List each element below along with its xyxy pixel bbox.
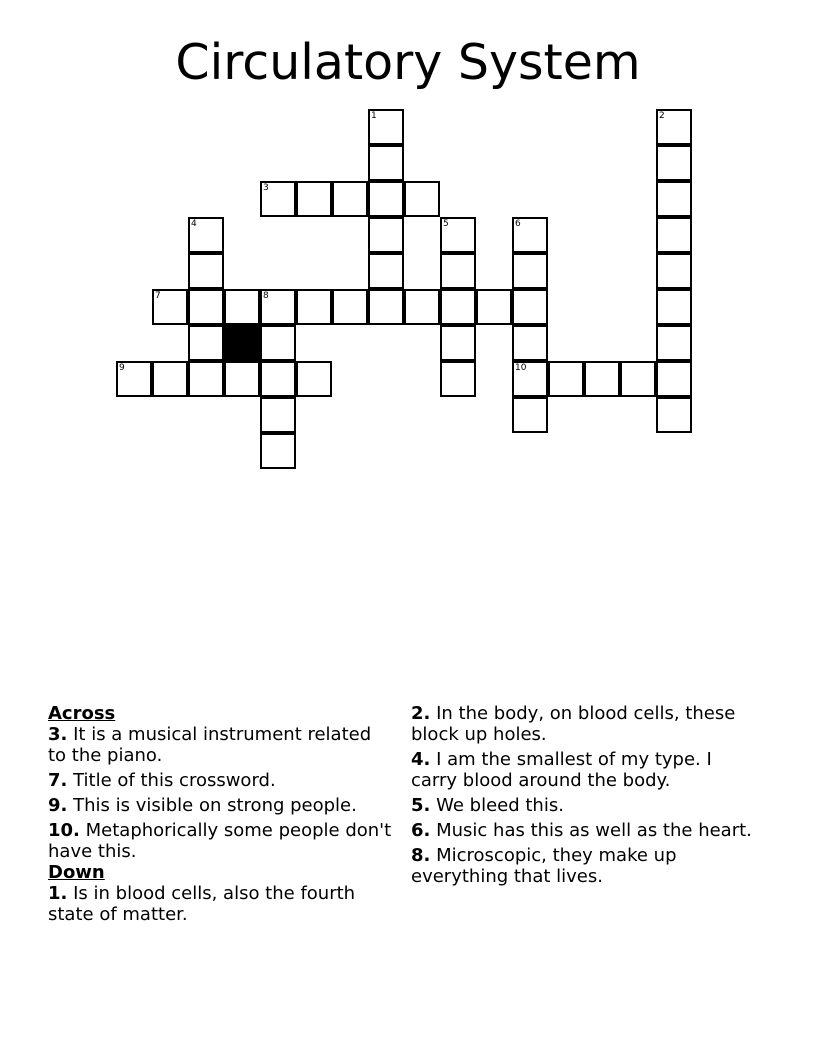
- clue-number: 5.: [411, 795, 431, 816]
- grid-cell[interactable]: [260, 181, 296, 217]
- clue-text: Microscopic, they make up everything that lives.: [411, 845, 677, 887]
- clue-down-2: [411, 703, 756, 745]
- grid-cell[interactable]: [368, 145, 404, 181]
- clue-down-4: [411, 749, 756, 791]
- clue-number-label: 3: [263, 183, 269, 193]
- grid-cell[interactable]: [440, 289, 476, 325]
- grid-cell[interactable]: [656, 253, 692, 289]
- clue-number: 2.: [411, 703, 431, 724]
- clues-column-right: [411, 703, 756, 891]
- clue-number-label: 9: [119, 363, 125, 373]
- clue-text: Title of this crossword.: [73, 770, 276, 791]
- clue-number: 4.: [411, 749, 431, 770]
- grid-cell[interactable]: [656, 109, 692, 145]
- black-cell: [224, 325, 260, 361]
- clue-down-5: [411, 795, 756, 816]
- clue-number-label: 8: [263, 291, 269, 301]
- grid-cell[interactable]: [656, 181, 692, 217]
- clue-text: Is in blood cells, also the fourth state of matter.: [48, 883, 356, 925]
- grid-cell[interactable]: [512, 289, 548, 325]
- grid-cell[interactable]: [440, 361, 476, 397]
- grid-cell[interactable]: [332, 181, 368, 217]
- grid-cell[interactable]: [188, 361, 224, 397]
- grid-cell[interactable]: [188, 289, 224, 325]
- clue-number-label: 4: [191, 219, 197, 229]
- clue-down-6: [411, 820, 756, 841]
- clue-text: I am the smallest of my type. I carry blood around the body.: [411, 749, 712, 791]
- grid-cell[interactable]: [260, 325, 296, 361]
- grid-cell[interactable]: [584, 361, 620, 397]
- grid-cell[interactable]: [224, 361, 260, 397]
- grid-cell[interactable]: [512, 397, 548, 433]
- grid-cell[interactable]: [620, 361, 656, 397]
- grid-cell[interactable]: [260, 397, 296, 433]
- grid-cell[interactable]: [512, 361, 548, 397]
- clue-text: Metaphorically some people don't have this.: [48, 820, 392, 862]
- grid-cell[interactable]: [332, 289, 368, 325]
- clue-number: 7.: [48, 770, 68, 791]
- grid-cell[interactable]: [440, 217, 476, 253]
- grid-cell[interactable]: [512, 253, 548, 289]
- grid-cell[interactable]: [296, 361, 332, 397]
- grid-cell[interactable]: [224, 289, 260, 325]
- clue-text: In the body, on blood cells, these block up holes.: [411, 703, 736, 745]
- clue-across-10: [48, 820, 393, 862]
- clue-number-label: 5: [443, 219, 449, 229]
- clue-down-1: [48, 883, 393, 925]
- clue-number-label: 2: [659, 111, 665, 121]
- clue-number-label: 6: [515, 219, 521, 229]
- clue-number-label: 7: [155, 291, 161, 301]
- page-title: Circulatory System: [175, 34, 641, 91]
- clues-column-left: [48, 703, 393, 929]
- grid-cell[interactable]: [512, 217, 548, 253]
- grid-cell[interactable]: [512, 325, 548, 361]
- grid-cell[interactable]: [404, 289, 440, 325]
- clue-number-label: 1: [371, 111, 377, 121]
- grid-cell[interactable]: [656, 397, 692, 433]
- clue-number-label: 10: [515, 363, 527, 373]
- grid-cell[interactable]: [296, 181, 332, 217]
- down-heading: Down: [48, 862, 105, 883]
- grid-cell[interactable]: [656, 361, 692, 397]
- grid-cell[interactable]: [188, 325, 224, 361]
- grid-cell[interactable]: [656, 217, 692, 253]
- grid-cell[interactable]: [260, 361, 296, 397]
- clue-number: 3.: [48, 724, 68, 745]
- clue-down-8: [411, 845, 756, 887]
- grid-cell[interactable]: [440, 325, 476, 361]
- grid-cell[interactable]: [368, 109, 404, 145]
- grid-cell[interactable]: [368, 253, 404, 289]
- clue-number: 1.: [48, 883, 68, 904]
- clue-across-9: [48, 795, 393, 816]
- clue-number: 9.: [48, 795, 68, 816]
- grid-cell[interactable]: [656, 289, 692, 325]
- grid-cell[interactable]: [188, 217, 224, 253]
- grid-cell[interactable]: [656, 145, 692, 181]
- grid-cell[interactable]: [188, 253, 224, 289]
- grid-cell[interactable]: [368, 289, 404, 325]
- grid-cell[interactable]: [260, 433, 296, 469]
- grid-cell[interactable]: [368, 217, 404, 253]
- clue-text: Music has this as well as the heart.: [436, 820, 752, 841]
- grid-cell[interactable]: [548, 361, 584, 397]
- grid-cell[interactable]: [476, 289, 512, 325]
- grid-cell[interactable]: [404, 181, 440, 217]
- grid-cell[interactable]: [296, 289, 332, 325]
- grid-cell[interactable]: [152, 361, 188, 397]
- clue-number: 8.: [411, 845, 431, 866]
- grid-cell[interactable]: [152, 289, 188, 325]
- across-heading: Across: [48, 703, 116, 724]
- grid-cell[interactable]: [260, 289, 296, 325]
- clue-text: We bleed this.: [436, 795, 564, 816]
- clue-number: 6.: [411, 820, 431, 841]
- clue-text: It is a musical instrument related to the piano.: [48, 724, 372, 766]
- clue-number: 10.: [48, 820, 80, 841]
- clue-across-3: [48, 724, 393, 766]
- grid-cell[interactable]: [368, 181, 404, 217]
- clue-across-7: [48, 770, 393, 791]
- grid-cell[interactable]: [440, 253, 476, 289]
- clue-text: This is visible on strong people.: [73, 795, 357, 816]
- grid-cell[interactable]: [656, 325, 692, 361]
- grid-cell[interactable]: [116, 361, 152, 397]
